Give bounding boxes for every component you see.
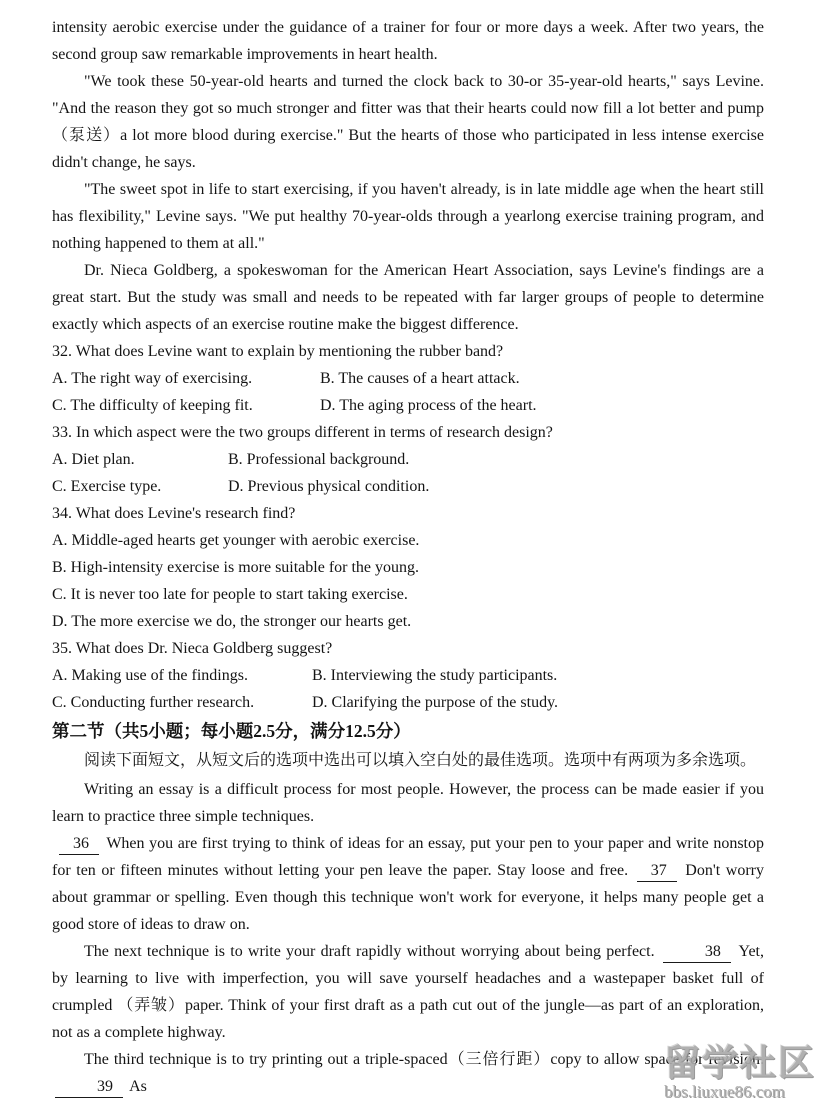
option-35-d: D. Clarifying the purpose of the study. bbox=[312, 694, 559, 711]
question-32-stem: 32. What does Levine want to explain by mentioning the rubber band? bbox=[52, 343, 504, 360]
cloze-paragraph bbox=[52, 938, 764, 1046]
watermark bbox=[664, 1044, 816, 1102]
question-32-options-row bbox=[52, 392, 764, 419]
blank-36: 36 bbox=[59, 834, 99, 855]
option-32-c: C. The difficulty of keeping fit. bbox=[52, 397, 253, 414]
cloze-paragraph bbox=[52, 1046, 764, 1100]
option-34-b: B. High-intensity exercise is more suitable for the young. bbox=[52, 559, 420, 576]
option-33-d: D. Previous physical condition. bbox=[228, 478, 430, 495]
watermark-logo: 留学社区 bbox=[663, 1043, 816, 1083]
cloze-paragraph: Writing an essay is a difficult process for most people. However, the process can be made easier if you learn to practice three simple techniques. bbox=[52, 781, 764, 825]
text-run: Yet, by learning to live with imperfection, you will save yourself headaches and a wastepaper basket full of crumpled （弄皱）paper. Think of your first draft as a path cut out of the jungle—as part of an exploration, not as a complete highway. bbox=[52, 943, 765, 1041]
watermark-url: bbs.liuxue86.com bbox=[663, 1082, 785, 1101]
text-run: As bbox=[126, 1078, 147, 1095]
option-33-c: C. Exercise type. bbox=[52, 478, 162, 495]
section-2-instruction: 阅读下面短文，从短文后的选项中选出可以填入空白处的最佳选项。选项中有两项为多余选项。 bbox=[84, 752, 757, 769]
blank-37: 37 bbox=[637, 861, 677, 882]
question-35-options-row bbox=[52, 662, 764, 689]
passage-paragraph: Dr. Nieca Goldberg, a spokeswoman for the American Heart Association, says Levine's findings are a great start. But the study was small and needs to be repeated with far larger groups of people to determine exactly which aspects of an exercise routine make the biggest difference. bbox=[52, 262, 764, 333]
section-2-header: 第二节（共5小题；每小题2.5分，满分12.5分） bbox=[52, 721, 411, 741]
passage-paragraph: "The sweet spot in life to start exercising, if you haven't already, is in late middle age when the heart still has flexibility," Levine says. "We put healthy 70-year-olds through a yearlong exercise training program, and nothing happened to them at all." bbox=[52, 181, 764, 252]
blank-38: 38 bbox=[663, 942, 731, 963]
cloze-paragraph bbox=[52, 830, 764, 938]
question-35-stem: 35. What does Dr. Nieca Goldberg suggest? bbox=[52, 640, 333, 657]
option-35-b: B. Interviewing the study participants. bbox=[312, 667, 558, 684]
question-33-stem: 33. In which aspect were the two groups different in terms of research design? bbox=[52, 424, 553, 441]
option-34-c: C. It is never too late for people to start taking exercise. bbox=[52, 586, 408, 603]
option-34-d: D. The more exercise we do, the stronger our hearts get. bbox=[52, 613, 412, 630]
exam-page bbox=[52, 14, 764, 1100]
text-run: Don't worry about grammar or spelling. Even though this technique won't work for everyone, it helps many people get a good store of ideas to draw on. bbox=[52, 862, 764, 933]
question-33-options-row bbox=[52, 446, 764, 473]
question-34-stem: 34. What does Levine's research find? bbox=[52, 505, 296, 522]
option-33-b: B. Professional background. bbox=[228, 451, 410, 468]
passage-paragraph: "We took these 50-year-old hearts and turned the clock back to 30-or 35-year-old hearts," says Levine. "And the reason they got so much stronger and fitter was that their hearts could now fill a lot better and pump （泵送）a lot more blood during exercise." But the hearts of those who participated in less intense exercise didn't change, he says. bbox=[52, 73, 764, 171]
passage-paragraph-continued: intensity aerobic exercise under the guidance of a trainer for four or more days a week. After two years, the second group saw remarkable improvements in heart health. bbox=[52, 19, 764, 63]
option-34-a: A. Middle-aged hearts get younger with aerobic exercise. bbox=[52, 532, 420, 549]
text-run: When you are first trying to think of ideas for an essay, put your pen to your paper and write nonstop for ten or fifteen minutes without letting your pen leave the paper. Stay loose and free. bbox=[52, 835, 764, 879]
text-run: The third technique is to try printing out a triple-spaced（三倍行距）copy to allow space for revision. bbox=[84, 1051, 764, 1068]
option-32-b: B. The causes of a heart attack. bbox=[320, 370, 520, 387]
option-35-c: C. Conducting further research. bbox=[52, 694, 255, 711]
question-32-options-row bbox=[52, 365, 764, 392]
option-32-a: A. The right way of exercising. bbox=[52, 370, 253, 387]
option-32-d: D. The aging process of the heart. bbox=[320, 397, 537, 414]
text-run: The next technique is to write your draft rapidly without worrying about being perfect. bbox=[84, 943, 660, 960]
option-33-a: A. Diet plan. bbox=[52, 451, 135, 468]
blank-39: 39 bbox=[55, 1077, 123, 1098]
question-33-options-row bbox=[52, 473, 764, 500]
question-35-options-row bbox=[52, 689, 764, 716]
option-35-a: A. Making use of the findings. bbox=[52, 667, 248, 684]
